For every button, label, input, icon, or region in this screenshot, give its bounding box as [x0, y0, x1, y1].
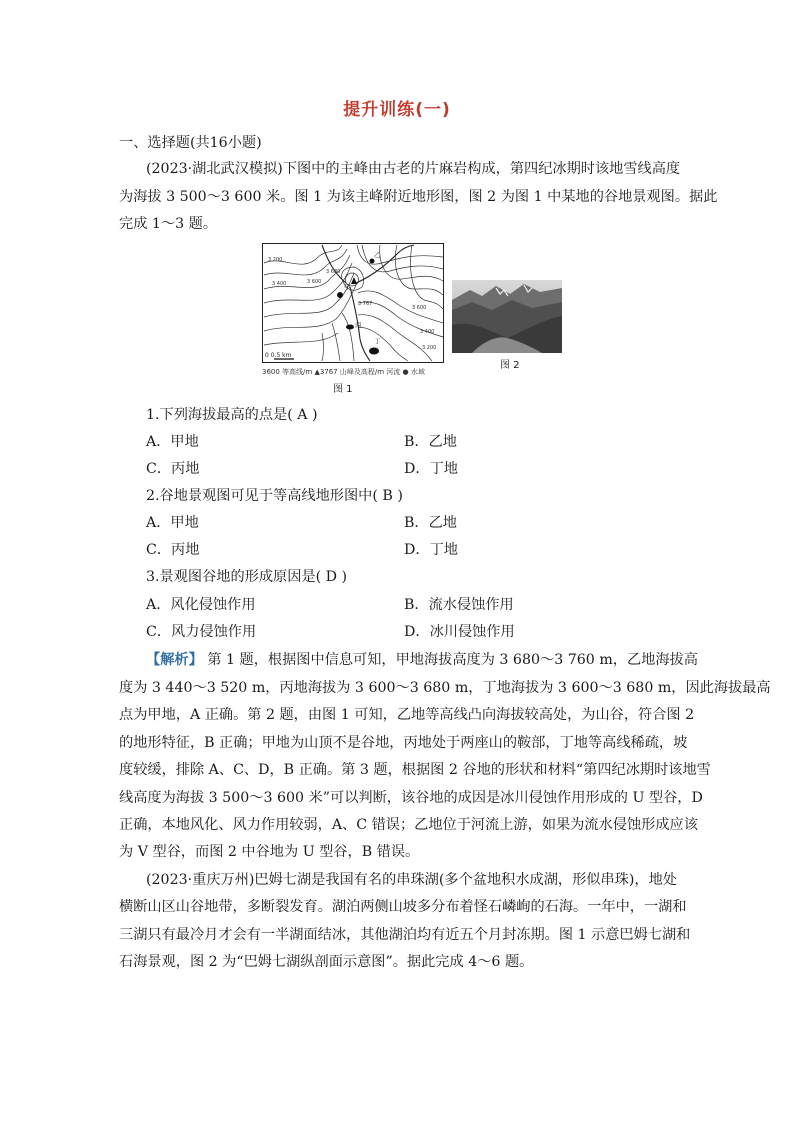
analysis-line-5: 度较缓，排除 A、C、D，B 正确。第 3 题，根据图 2 谷地的形状和材料“第四纪冰期时该地雪: [119, 762, 711, 778]
passage2-line-1: (2023·重庆万州)巴姆七湖是我国有名的串珠湖(多个盆地积水成湖，形似串珠)，地处: [146, 872, 677, 888]
question-1-stem: 1.下列海拔最高的点是( A ): [146, 407, 318, 423]
q1-option-d: D．丁地: [404, 461, 458, 477]
analysis-line-3: 点为甲地，A 正确。第 2 题，由图 1 可知，乙地等高线凸向海拔较高处，为山谷，符合图 2: [119, 707, 695, 723]
place-yi: 乙: [374, 251, 381, 259]
contour-label: 3 680: [326, 269, 341, 275]
section-heading: 一、选择题(共16小题): [119, 135, 262, 151]
page-title: 提升训练(一): [343, 100, 451, 120]
contour-label: 3 767: [358, 301, 373, 307]
map-legend: 3600 等高线/m ▲3767 山峰及高程/m 河流 ● 水域: [262, 368, 425, 376]
passage2-line-4: 石海景观，图 2 为“巴姆七湖纵剖面示意图”。据此完成 4～6 题。: [119, 954, 534, 970]
passage1-line-3: 完成 1～3 题。: [119, 216, 218, 232]
q1-option-c: C．丙地: [146, 461, 200, 477]
valley-photo: [452, 280, 562, 353]
passage1-line-1: (2023·湖北武汉模拟)下图中的主峰由古老的片麻岩构成，第四纪冰期时该地雪线高度: [146, 161, 681, 177]
passage2-line-2: 横断山区山谷地带，多断裂发育。湖泊两侧山坡多分布着怪石嶙峋的石海。一年中，一湖和: [119, 899, 687, 915]
analysis-line-8: 为 V 型谷，而图 2 中谷地为 U 型谷，B 错误。: [119, 844, 420, 860]
q2-option-b: B．乙地: [404, 515, 457, 531]
contour-label: 3 600: [412, 305, 427, 311]
q3-option-d: D．冰川侵蚀作用: [404, 624, 515, 640]
question-3-stem: 3.景观图谷地的形成原因是( D ): [146, 569, 348, 585]
q1-option-a: A．甲地: [146, 434, 199, 450]
place-ding: 丁: [374, 337, 381, 345]
analysis-line-4: 的地形特征，B 正确；甲地为山顶不是谷地，丙地处于两座山的鞍部，丁地等高线稀疏，坡: [119, 735, 688, 751]
analysis-line-2: 度为 3 440～3 520 m，丙地海拔为 3 600～3 680 m，丁地海拔为 3 600～3 680 m，因此海拔最高: [119, 680, 771, 696]
analysis-label: 【解析】: [146, 652, 203, 668]
contour-map: [262, 243, 444, 363]
place-bing: 丙: [355, 321, 362, 329]
contour-label: 3 400: [272, 281, 287, 287]
q2-option-a: A．甲地: [146, 515, 199, 531]
scale-bar-label: 0 0.5 km: [265, 352, 292, 359]
valley-photo-figure: [452, 280, 562, 353]
analysis-line-6: 线高度为海拔 3 500～3 600 米”可以判断，该谷地的成因是冰川侵蚀作用形成的 U 型谷，D: [119, 790, 703, 806]
passage2-line-3: 三湖只有最冷月才会有一半湖面结冰，其他湖泊均有近五个月封冻期。图 1 示意巴姆七湖和: [119, 927, 691, 943]
q1-option-b: B．乙地: [404, 434, 457, 450]
place-jia: 甲: [344, 283, 351, 291]
q3-option-a: A．风化侵蚀作用: [146, 597, 256, 613]
analysis-line-7: 正确，本地风化、风力作用较弱，A、C 错误；乙地位于河流上游，如果为流水侵蚀形成应该: [119, 817, 698, 833]
contour-map-figure: [262, 243, 444, 363]
passage1-line-2: 为海拔 3 500～3 600 米。图 1 为该主峰附近地形图，图 2 为图 1 中某地的谷地景观图。据此: [119, 189, 718, 205]
figure2-caption: 图 2: [500, 360, 520, 371]
contour-label: 3 400: [420, 329, 435, 335]
contour-label: 3 600: [307, 279, 322, 285]
figure1-caption: 图 1: [333, 384, 353, 395]
q2-option-c: C．丙地: [146, 542, 200, 558]
q3-option-c: C．风力侵蚀作用: [146, 624, 257, 640]
contour-label: 3 200: [268, 257, 283, 263]
analysis-line-1: [146, 650, 698, 670]
analysis-text: 第 1 题，根据图中信息可知，甲地海拔高度为 3 680～3 760 m，乙地海拔高: [202, 652, 698, 668]
question-2-stem: 2.谷地景观图可见于等高线地形图中( B ): [146, 488, 403, 504]
contour-label: 3 200: [422, 345, 437, 351]
q2-option-d: D．丁地: [404, 542, 458, 558]
q3-option-b: B．流水侵蚀作用: [404, 597, 514, 613]
